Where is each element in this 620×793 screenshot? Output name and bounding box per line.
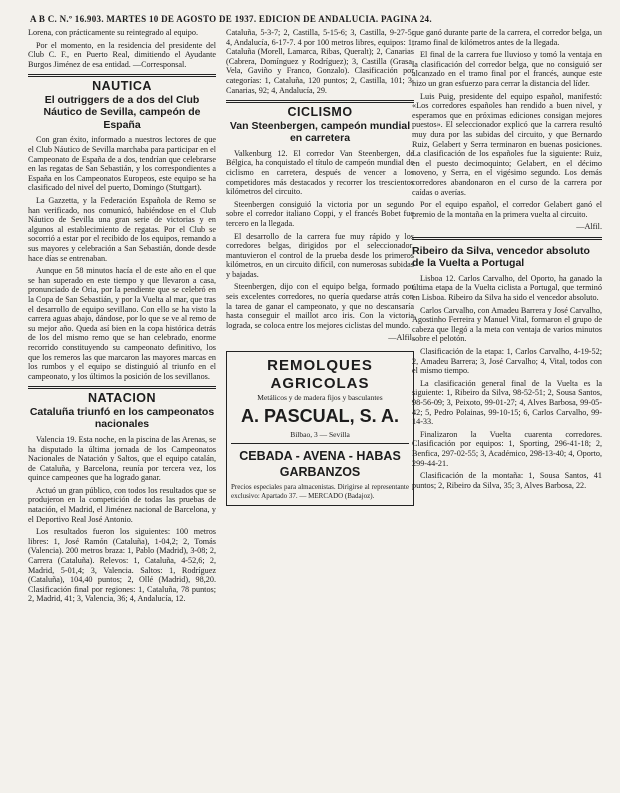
paragraph: Aunque en 58 minutos hacía el de este año en el que se han superado en este tiempo y que llevaron a casa, pronunciado de Oria, por la pendiente que se celebró en la Copa de San Sebastián, y por la Vuelta al mar, que tras el desarrollo de equipo sevillano. Con ello se ha visto la carrera aguas abajo, dándose, por lo que se ve al remo de su mejor año. Queda así bien en la copa histórica detrás de los del mismo remo que se han celebrado, enorme recorrido constituyendo su campeonato definitivo, los que los remeros las que marcaron las mayores marcas en los rumbos y el equipo se distinguió al triunfo en el campeonato, y los últimos la posición de los sevillanos. [28, 266, 216, 381]
paragraph: Actuó un gran público, con todos los resultados que se produjeron en la competición de todas las pruebas de natación, el Madrid, el Jiménez nacional de Barcelona, y el Deportivo Real José Antonio. [28, 485, 216, 524]
paragraph: Lisboa 12. Carlos Carvalho, del Oporto, ha ganado la última etapa de la Vuelta ciclista a Portugal, que terminó en Lisboa. Ribeiro da Silva ha sido el vencedor absoluto. [412, 273, 602, 303]
paragraph: Luis Puig, presidente del equipo español, manifestó: «Los corredores españoles han rendido a buen nivel, y esperamos que en próximas ediciones consigan mejores puestos». El seleccionador explicó que la carrera resultó muy dura por las subidas del circuito, y que Bernardo Ruiz, Gelabert y Serra terminaron en buenas posiciones. La clasificación de los españoles fue la siguiente: Ruiz, en el puesto decimoquinto; Gelabert, en el décimo noveno, y Serra, en el vigésimo segundo. Los demás corredores abandonaron en el curso de la carrera por caídas o averías. [412, 91, 602, 197]
headline-ciclismo: Van Steenbergen, campeón mundial en carretera [229, 119, 411, 145]
headline-nautica: El outriggers de a dos del Club Náutico de Sevilla, campeón de España [43, 93, 201, 131]
column-2 [226, 28, 414, 506]
column-3 [412, 28, 602, 493]
section-title-nautica: NAUTICA [92, 79, 152, 94]
ad-products-line1: CEBADA - AVENA - HABAS [239, 449, 401, 464]
ad-fine-print: Precios especiales para almacenistas. Dirigirse al representante exclusivo: Apartado 37. — MERCADO (Badajoz). [231, 483, 409, 500]
paragraph: que ganó durante parte de la carrera, el corredor belga, un tramo final de kilómetros antes de la llegada. [412, 28, 602, 47]
headline-portugal: Ribeiro da Silva, vencedor absoluto de la Vuelta a Portugal [412, 244, 590, 270]
headline-natacion: Cataluña triunfó en los campeonatos nacionales [29, 405, 215, 431]
divider [412, 237, 602, 240]
ad-address: Bilbao, 3 — Sevilla [290, 430, 350, 440]
paragraph: Clasificación de la etapa: 1, Carlos Carvalho, 4-19-52; 2, Amadeu Barrera; 3, José Carvalho; 4, Vital, todos con el mismo tiempo. [412, 347, 602, 376]
paragraph: Por el momento, en la residencia del presidente del Club C. F., en Puerto Real, dimitiendo el Ayudante Burgos Jiménez de esa entidad. —Corresponsal. [28, 40, 216, 69]
paragraph: Valencia 19. Esta noche, en la piscina de las Arenas, se ha disputado la última jornada de los Campeonatos Nacionales de Natación y Saltos, que el equipo catalán, de Cataluña, y Barcelona, reunía por tercera vez, los quince campeones que ha logrado ganar. [28, 434, 216, 483]
divider [28, 386, 216, 389]
divider [226, 100, 414, 103]
ad-subtitle: Metálicos y de madera fijos y basculantes [257, 393, 383, 403]
advertisement [226, 351, 414, 506]
paragraph: Finalizaron la Vuelta cuarenta corredores. Clasificación por equipos: 1, Sporting, 296-41-18; 2, Benfica, 297-02-55; 3, Académico, 298-13-40; 4, Oporto, 299-44-21. [412, 429, 602, 468]
paragraph: Steenbergen consiguió la victoria por un segundo sobre el corredor italiano Coppi, y el francés Bobet fue tercero en la llegada. [226, 199, 414, 228]
ad-title-line1: REMOLQUES [267, 357, 373, 375]
paragraph: Clasificación de la montaña: 1, Sousa Santos, 41 puntos; 2, Ribeiro da Silva, 35; 3, Alves Barbosa, 22. [412, 471, 602, 490]
paragraph: Con gran éxito, informado a nuestros lectores de que el Club Náutico de Sevilla marchaba para participar en el Campeonato de España de a dos, tendrían que celebrarse en las regatas de San Sebastián, y los correspondientes a España en los Campeonatos Europeos, este equipo se ha clasificado del nivel del puerto, Domingo (Stuttgart). [28, 135, 216, 193]
credit: —Alfil. [388, 333, 414, 343]
paragraph: El final de la carrera fue lluvioso y tomó la ventaja en la clasificación del corredor belga, que no consiguió ser alcanzado en el tramo final por el francés, aunque este hizo un gran esfuerzo para cerrar la distancia del líder. [412, 50, 602, 88]
paragraph: Los resultados fueron los siguientes: 100 metros libres: 1, José Ramón (Cataluña), 1-04,2; 2, Tomás (Valencia). 200 metros braza: 1, Pablo (Madrid), 3-08; 2, Carrera (Cataluña). Relevos: 1, Cataluña, 4-52,6; 2, Madrid, 5-01,4; 3, Valencia. Saltos: 1, Rodríguez (Cataluña), 104,40 puntos; 2, Ollé (Madrid), 98,20. Clasificación final por regiones: 1, Cataluña, 78 puntos; 2, Madrid, 41; 3, Valencia, 36; 4, Andalucía, 12. [28, 527, 216, 604]
page-header: A B C. N.º 16.903. MARTES 10 DE AGOSTO DE 1937. EDICION DE ANDALUCIA. PAGINA 24. [30, 14, 432, 24]
ad-products-line2: GARBANZOS [279, 465, 361, 480]
column-1 [28, 28, 216, 607]
divider [28, 74, 216, 77]
paragraph: El desarrollo de la carrera fue muy rápido y los corredores belgas, dirigidos por el seleccionador, mantuvieron el control de la prueba desde los primeros kilómetros, en un circuito difícil, con numerosas subidas y bajadas. [226, 231, 414, 279]
paragraph: Lorena, con prácticamente su reintegrado al equipo. [28, 28, 199, 37]
paragraph: Carlos Carvalho, con Amadeu Barrera y José Carvalho, Agostinho Ferreira y Manuel Vital, formaron el grupo de cabeza que llegó a la meta con ventaja de varios minutos sobre el pelotón. [412, 305, 602, 344]
ad-divider [231, 443, 409, 444]
paragraph: La clasificación general final de la Vuelta es la siguiente: 1, Ribeiro da Silva, 98-52-51; 2, Sousa Santos, 98-56-09; 3, Peixoto, 99-01-27; 4, Alves Barbosa, 99-05-42; 5, Pedro Polainas, 99-10-15; 6, Carlos Carvalho, 99-14-33. [412, 378, 602, 427]
ad-title-line2: AGRICOLAS [270, 375, 370, 393]
ad-company: A. PASCUAL, S. A. [240, 406, 399, 427]
section-title-natacion: NATACION [87, 391, 157, 406]
paragraph: Steenbergen, dijo con el equipo belga, formado por seis excelentes corredores, no quería quedarse atrás con la tarea de ganar el campeonato, y que no descansaría hasta conseguir el maillot arco iris. Con la victoria lograda, se coloca entre los mejores ciclistas del mundo. [226, 282, 414, 330]
paragraph: Por el equipo español, el corredor Gelabert ganó el premio de la montaña en la primera vuelta al circuito. [412, 200, 602, 219]
paragraph: Valkenburg 12. El corredor Van Steenbergen, de Bélgica, ha conquistado el título de campeón mundial de ciclismo en carretera, después de vencer a los competidores más destacados y recorrer los trescientos kilómetros del circuito. [226, 148, 414, 197]
credit: —Alfil. [576, 222, 602, 232]
paragraph: Cataluña, 5-3-7; 2, Castilla, 5-15-6; 3, Castilla, 9-27-5; 4, Andalucía, 6-17-7. 4 por 100 metros libres, equipos: 1, Cataluña (Morell, Lamarca, Ribas, Queralt); 2, Canarias (Cabrera, Domínguez y Rodríguez); 3, Castilla (Grasa, Vela, Gaviño y Franco, Gonzalo). Clasificación por categorías: 1, Cataluña, 120 puntos; 2, Castilla, 101; 3, Canarias, 92; 4, Andalucía, 29. [226, 28, 414, 95]
paragraph: La Gazzetta, y la Federación Española de Remo se han verificado, nos comunicó, habiéndose en el Club Náutico de Sevilla una gran serie de victorias y en algunos al establecimiento de regatas. Por el Club se socorrió a estar por el recibido de los equipos, remando a sus mayores y celebración a San Sebastián, donde desde hace días se entrenaban. [28, 196, 216, 263]
section-title-ciclismo: CICLISMO [287, 105, 353, 120]
